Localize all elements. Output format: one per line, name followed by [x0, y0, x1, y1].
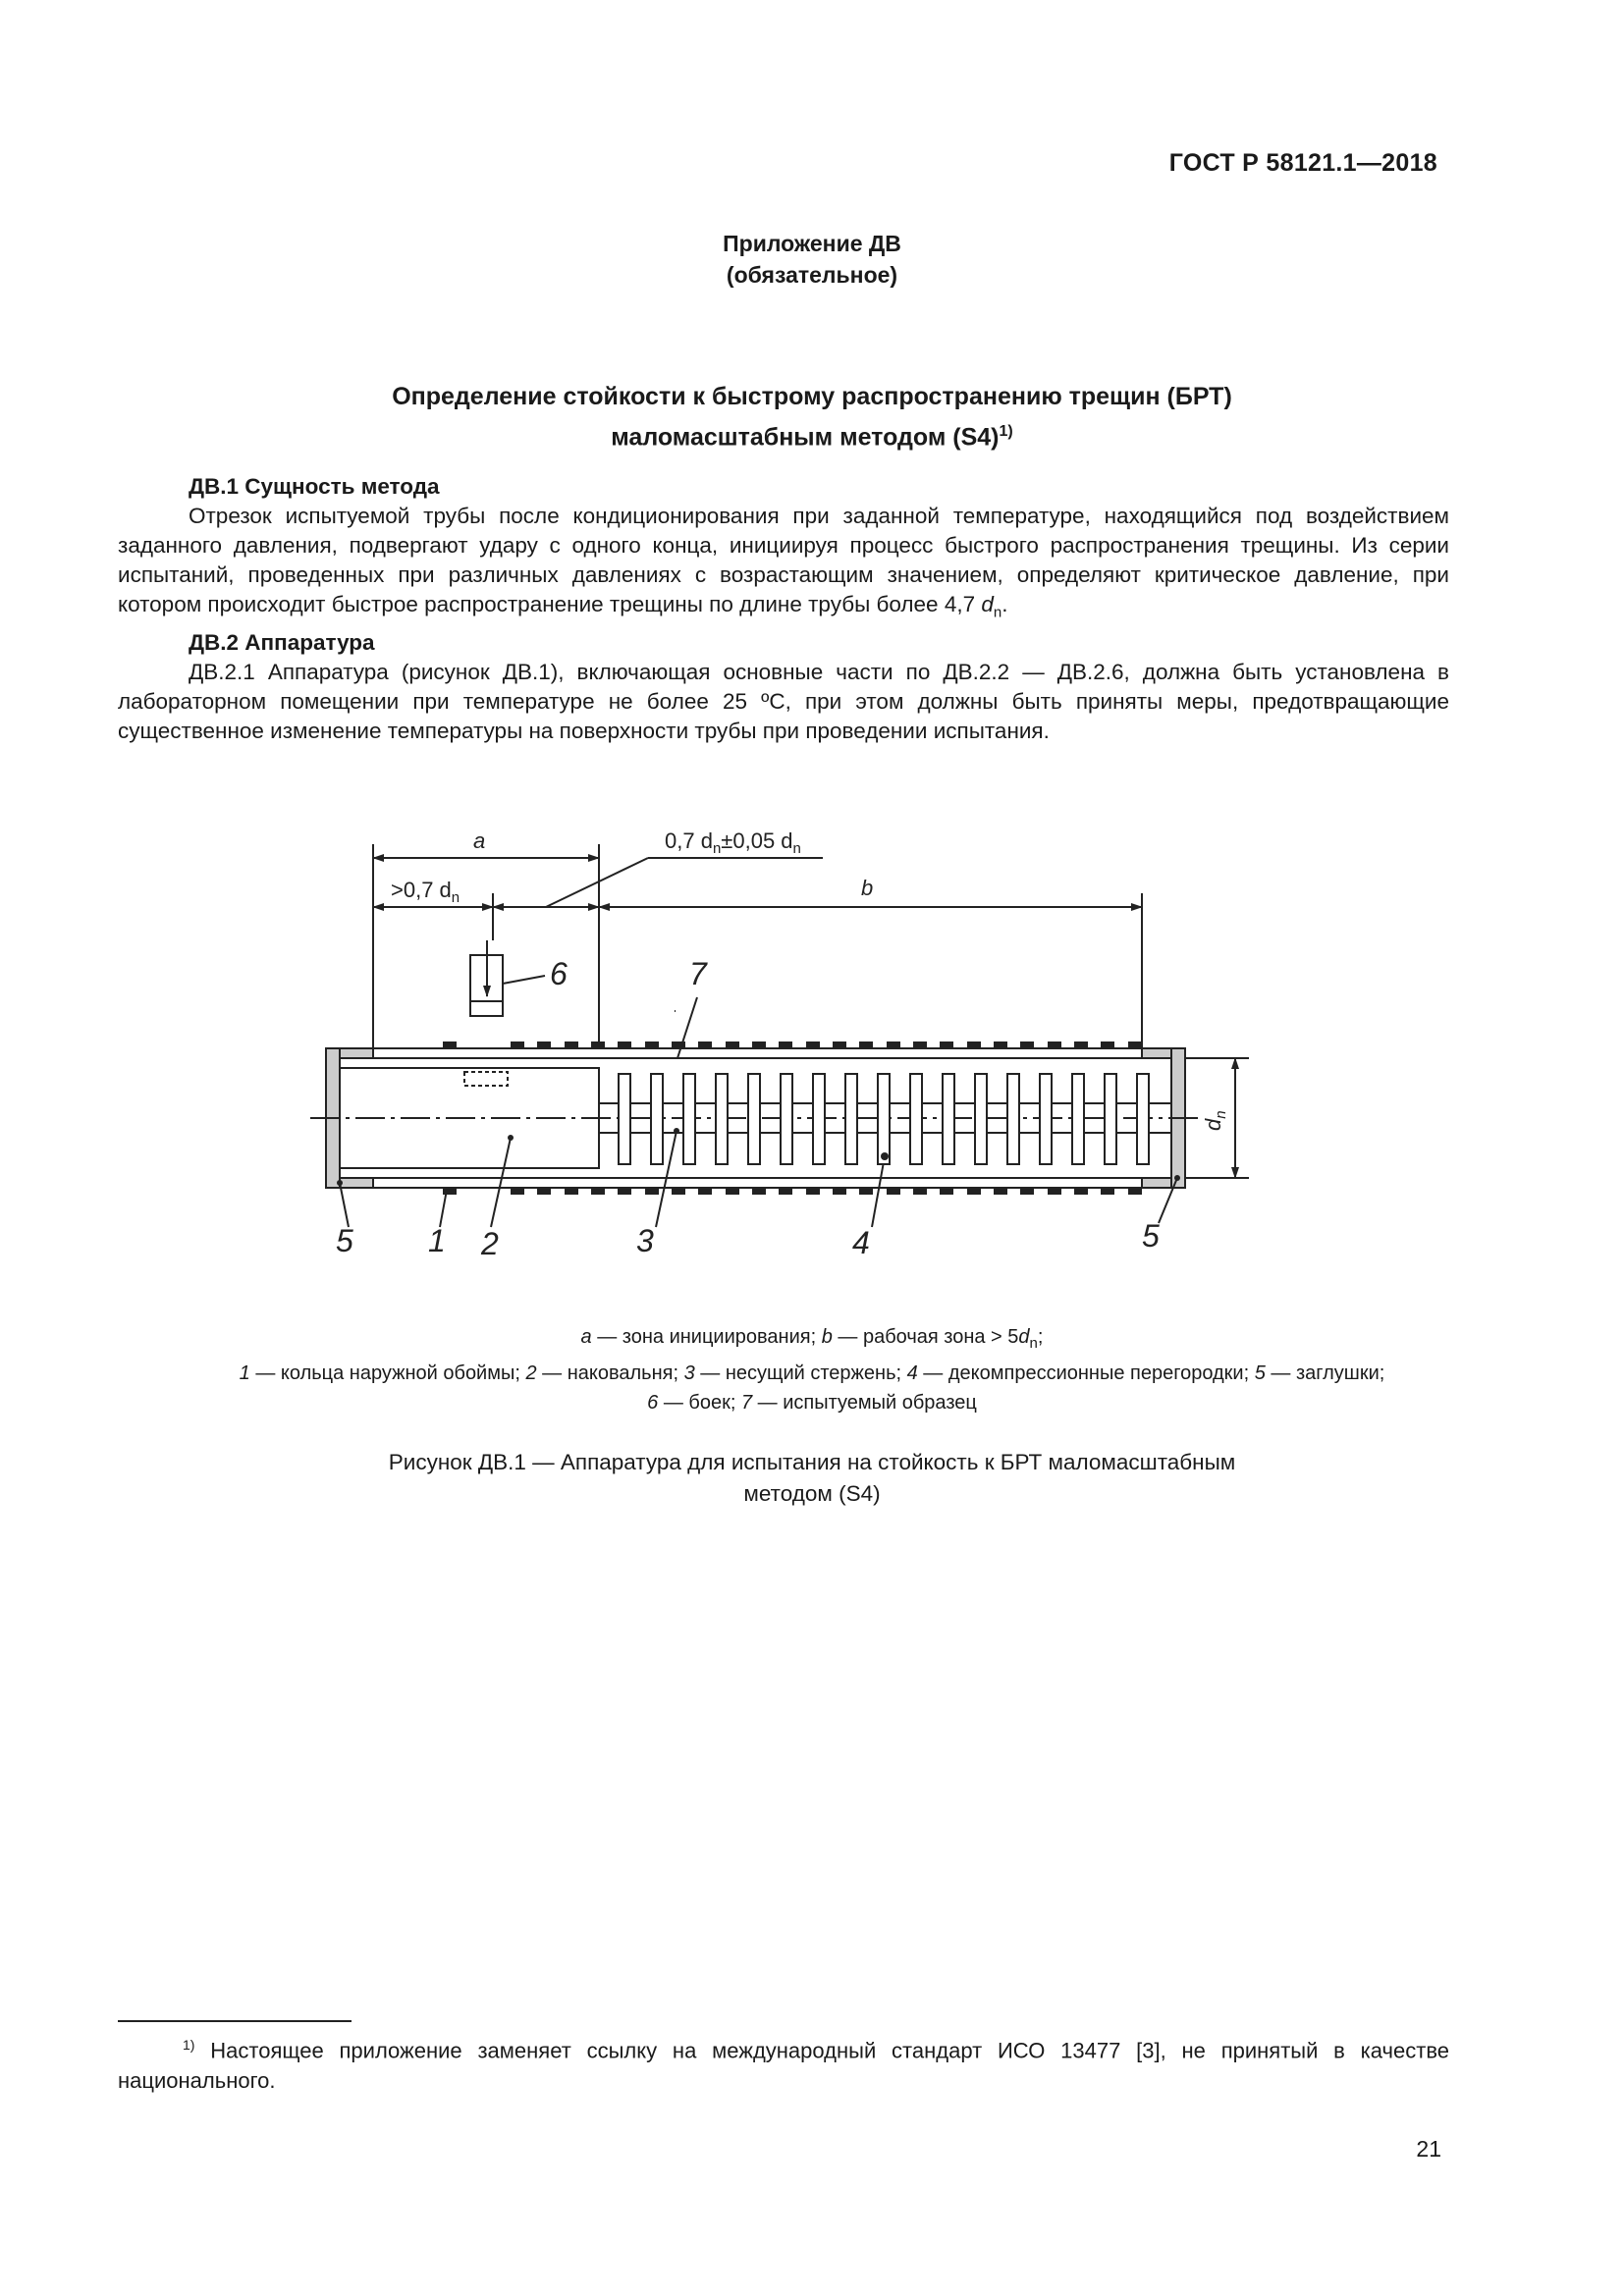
section-2-text: ДВ.2.1 Аппаратура (рисунок ДВ.1), включающая основные части по ДВ.2.2 — ДВ.2.6, должна быть установлена в лабораторном помещении при температуре не более 25 ºС, при этом должны быть приняты меры, предотвращающие существенное изменение температуры на поверхности трубы при проведении испытания.: [118, 659, 1449, 743]
legend-zones: a — зона инициирования; b — рабочая зона > $5d_n$;: [580, 1326, 1044, 1352]
part-label-2: 2: [481, 1226, 499, 1261]
figure-caption: [0, 1447, 1624, 1510]
section-2-heading: ДВ.2 Аппаратура: [189, 629, 375, 655]
dn-subscript: n: [993, 604, 1002, 621]
figure-caption-line-1: Рисунок ДВ.1 — Аппаратура для испытания на стойкость к БРТ маломасштабным: [388, 1450, 1236, 1474]
legend-parts-line-1: 1 — кольца наружной обоймы; 2 — наковальня; 3 — несущий стержень; 4 — декомпрессионные перегородки; 5 — заглушки;: [239, 1362, 1385, 1384]
part-label-3: 3: [636, 1223, 654, 1258]
legend-parts-line-2: 6 — боек; 7 — испытуемый образец: [647, 1392, 977, 1414]
title-line-2-text: маломасштабным методом (S4): [611, 423, 1000, 452]
page-number: 21: [1416, 2136, 1441, 2162]
figure-legend: [0, 1322, 1624, 1417]
dim-min-initiation-label: >0,7 $d_n$: [391, 878, 460, 906]
figure-apparatus-diagram: [0, 805, 1624, 1296]
document-id: ГОСТ Р 58121.1—2018: [1168, 149, 1437, 177]
dim-a-label: a: [473, 828, 486, 853]
footnote: [118, 2030, 1449, 2096]
title-line-1: Определение стойкости к быстрому распространению трещин (БРТ): [392, 383, 1232, 410]
section-1-end: .: [1001, 592, 1008, 616]
dim-b-label: b: [861, 876, 874, 900]
footnote-mark: 1): [183, 2037, 195, 2053]
part-label-6: 6: [550, 956, 568, 991]
section-1-body: Отрезок испытуемой трубы после кондиционирования при заданной температуре, находящийся под воздействием заданного давления, подвергают удару с одного конца, инициируя процесс быстрого распространения трещины. Из серии испытаний, проведенных при различных давлениях с возрастающим значением, определяют критическое давление, при котором происходит быстрое распространение трещины по длине трубы более 4,7: [118, 504, 1449, 616]
section-1-text: [118, 502, 1449, 628]
figure-caption-line-2: методом (S4): [743, 1481, 881, 1506]
footnote-divider: [118, 2020, 352, 2022]
part-label-5-right: 5: [1142, 1218, 1160, 1254]
footnote-text: Настоящее приложение заменяет ссылку на международный стандарт ИСО 13477 [3], не принятый в качестве национального.: [118, 2038, 1449, 2094]
annex-heading: [0, 228, 1624, 291]
part-label-1: 1: [428, 1223, 446, 1258]
section-1: [118, 472, 1449, 746]
part-label-7: 7: [689, 956, 707, 991]
dn-symbol: d: [981, 592, 994, 616]
dim-dn-label: $d_n$: [1201, 1110, 1229, 1131]
title-line-2: [0, 414, 1624, 454]
part-label-5-left: 5: [336, 1223, 353, 1258]
section-1-heading: ДВ.1 Сущность метода: [189, 474, 440, 499]
page-title: [0, 379, 1624, 454]
annex-status: (обязательное): [726, 262, 898, 288]
footnote-ref: 1): [999, 423, 1013, 440]
dim-tolerance-label: 0,7 $d_n\pm 0,05$ $d_n$: [665, 828, 801, 857]
part-label-4: 4: [852, 1225, 870, 1260]
annex-label: Приложение ДВ: [723, 231, 901, 256]
